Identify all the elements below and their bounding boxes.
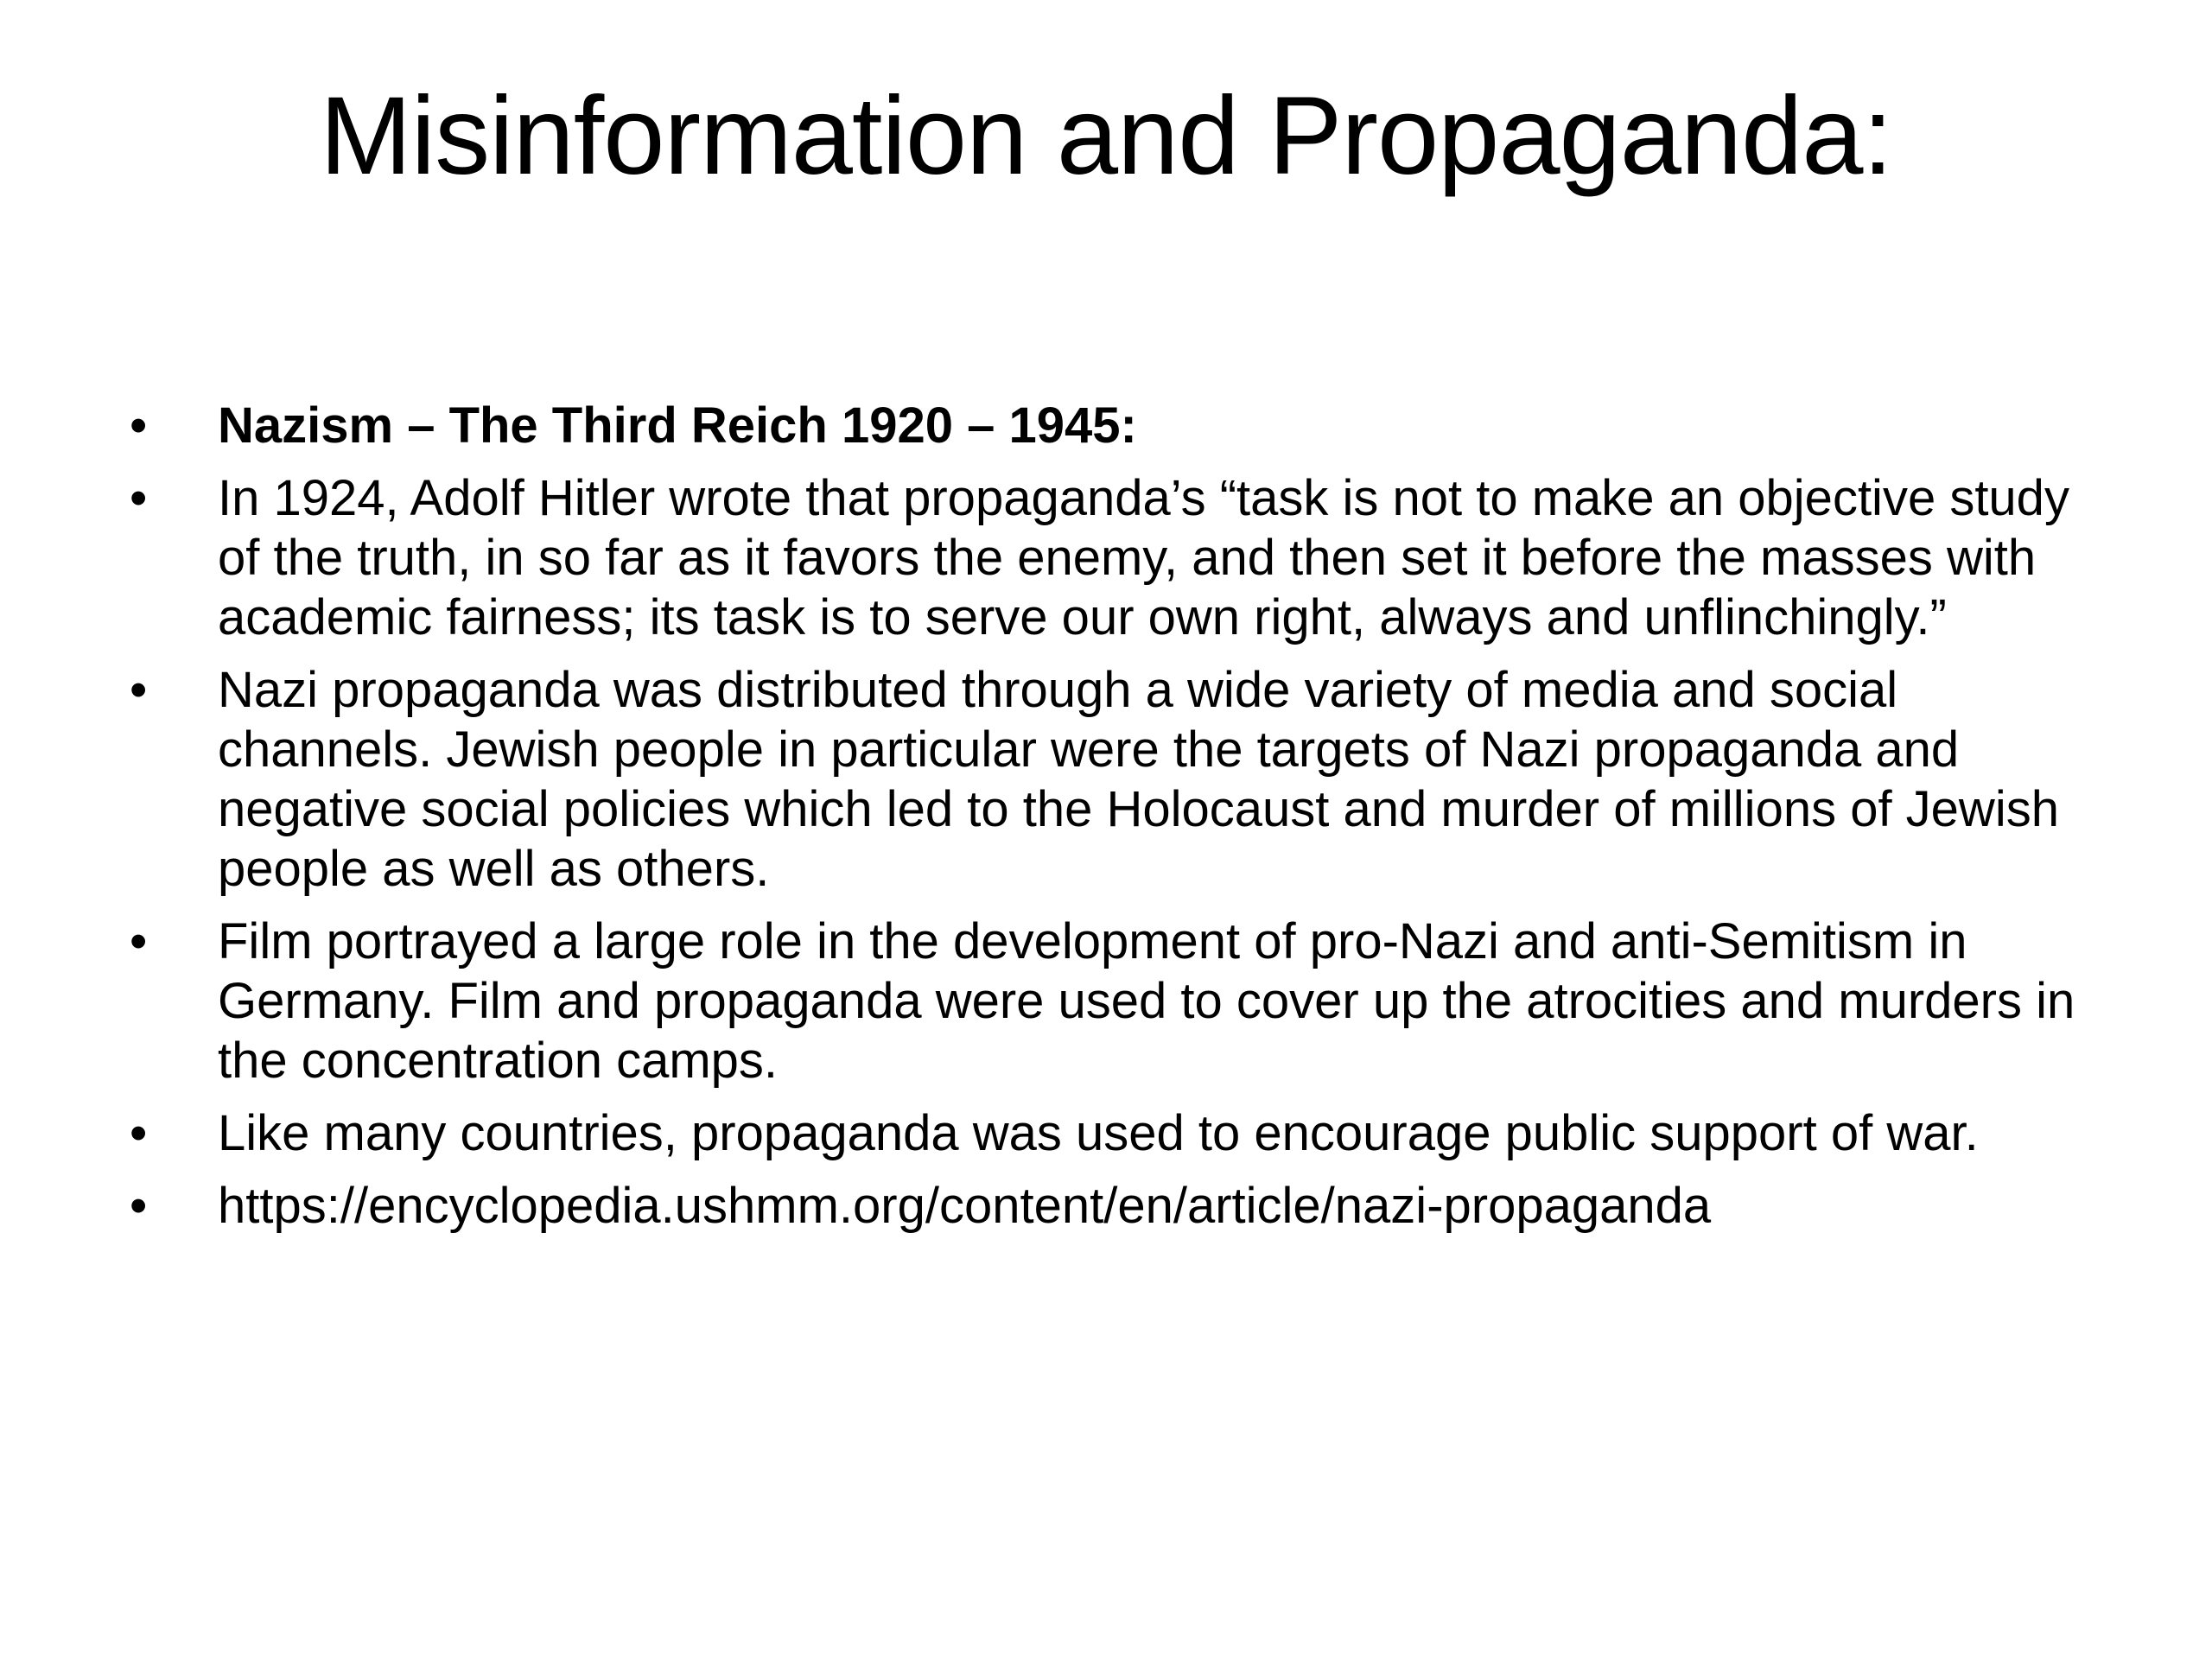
bullet-item-war-support bbox=[130, 1103, 2117, 1163]
bullet-item-film bbox=[130, 912, 2117, 1090]
bullet-dot-icon: • bbox=[130, 1105, 148, 1161]
bullet-text: In 1924, Adolf Hitler wrote that propaganda’s “task is not to make an objective study of the truth, in so far as it favors the enemy, and then set it before the masses with academic fairness; its task is to serve our own right, always and unflinchingly.” bbox=[218, 470, 2069, 645]
bullet-item-heading bbox=[130, 396, 2117, 455]
bullet-dot-icon: • bbox=[130, 662, 148, 718]
bullet-dot-icon: • bbox=[130, 913, 148, 969]
bullet-text: Like many countries, propaganda was used to encourage public support of war. bbox=[218, 1105, 1979, 1161]
bullet-item-distribution bbox=[130, 660, 2117, 899]
bullet-item-hitler-quote bbox=[130, 468, 2117, 647]
bullet-dot-icon: • bbox=[130, 1178, 148, 1234]
source-link[interactable]: https://encyclopedia.ushmm.org/content/en/article/nazi-propaganda bbox=[218, 1178, 1712, 1234]
bullet-item-source-link bbox=[130, 1176, 2117, 1236]
slide-title: Misinformation and Propaganda: bbox=[320, 74, 1892, 198]
bullet-list bbox=[130, 396, 2117, 1249]
bullet-dot-icon: • bbox=[130, 397, 148, 454]
bullet-text: Nazism – The Third Reich 1920 – 1945: bbox=[218, 397, 1137, 454]
bullet-dot-icon: • bbox=[130, 470, 148, 526]
bullet-text: Nazi propaganda was distributed through a wide variety of media and social channels. Jewish people in particular were the targets of Nazi propaganda and negative social policies which led to the Holocaust and murder of millions of Jewish people as well as others. bbox=[218, 662, 2059, 897]
bullet-text: Film portrayed a large role in the development of pro-Nazi and anti-Semitism in Germany. Film and propaganda were used to cover up the atrocities and murders in the concentration camps. bbox=[218, 913, 2075, 1089]
